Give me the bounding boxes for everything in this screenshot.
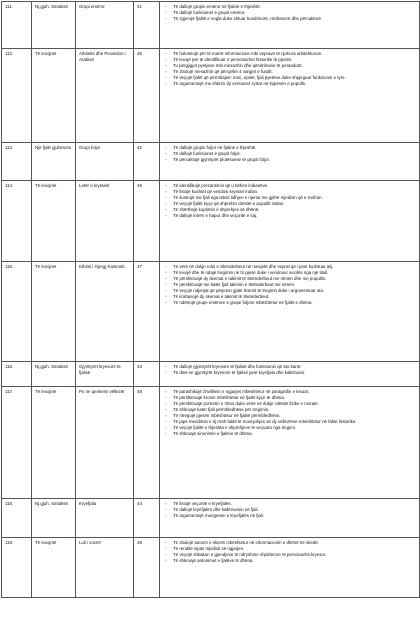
- objectives-list: [163, 183, 416, 219]
- lesson-topic: Kthimi i Gjergj Kastriotit: [76, 262, 134, 362]
- table-row: [2, 2, 420, 49]
- lesson-category: Një fjalë gjuhësore: [32, 143, 76, 181]
- objective-item: - Të shkruajë katër fjali përmbledhëse për tregimin.: [163, 407, 416, 413]
- lesson-category: Të lexojmë: [32, 262, 76, 362]
- objectives-list: [163, 264, 416, 306]
- lesson-number: 113.: [2, 143, 32, 181]
- lesson-category: Nj.gjuh. Sintaksë: [32, 2, 76, 49]
- objective-item: - Të dallojë funksionet e grupit emëror.: [163, 10, 416, 16]
- lesson-page: 45: [134, 49, 160, 143]
- objective-item: - Të përcaktojë gjymtyrët plotësuese të grupit foljor.: [163, 157, 416, 163]
- lesson-objectives: [160, 499, 420, 538]
- objective-item: - Tu përgjigjet pyetjeve mbi mesazhin dhe qëndrimeve të perandorit.: [163, 63, 416, 69]
- objectives-list: [163, 501, 416, 519]
- table-body: [2, 2, 420, 598]
- objective-item: - Të përshkruajë me katër fjali takimin e Skënderbeut me nënën.: [163, 282, 416, 288]
- objective-item: - Të renditë sipas mjedisit së ngjarjes.: [163, 546, 416, 552]
- table-row: [2, 499, 420, 538]
- objectives-list: [163, 364, 416, 376]
- objective-item: - Të veçojë fjalët kyçe që shprehin cilësitë e popullit indian.: [163, 201, 416, 207]
- objective-item: - Të listojë veçoritë e kryefjalës.: [163, 501, 416, 507]
- lesson-number: 116.: [2, 362, 32, 387]
- table-row: [2, 362, 420, 387]
- table-row: [2, 538, 420, 598]
- lesson-objectives: [160, 181, 420, 262]
- objective-item: - Të ritregojë pjesën mbështetur në fjalitë përmbledhëse.: [163, 413, 416, 419]
- objective-item: - Të lexojë dhe të ndajë tregimin në tri pjesë duke i vendosur secilës nga një titull.: [163, 270, 416, 276]
- curriculum-table: [1, 1, 420, 598]
- lesson-page: 46: [134, 181, 160, 262]
- objective-item: - Të veçojë ndjenjat që përjeton gjatë leximit të tregimit duke i argumentuar ato.: [163, 288, 416, 294]
- lesson-page: 47: [134, 262, 160, 362]
- lesson-topic: Grupi emëror: [76, 2, 134, 49]
- lesson-number: 118.: [2, 499, 32, 538]
- lesson-topic: Kryefjala: [76, 499, 134, 538]
- objective-item: - Të veçojë fjalët që përmbajnë: ironi, epitet, fjali pyetëse duke shpjeguar funksionin e tyre.: [163, 75, 416, 81]
- lesson-objectives: [160, 538, 420, 598]
- objective-item: - Të identifikojë prezantimin që u bëhen indianëve.: [163, 183, 416, 189]
- lesson-category: Të lexojmë: [32, 538, 76, 598]
- objective-item: - Të krahasojë dy skemat e takimit të Skënderbeut.: [163, 294, 416, 300]
- lesson-objectives: [160, 2, 420, 49]
- lesson-number: 119.: [2, 538, 32, 598]
- objective-item: - Të dallojë grupin emëror në fjalinë e thjeshtë.: [163, 4, 416, 10]
- objective-item: - Të ndërtojë grupe emërore e grupe foljore mbështetur në fjalët e dhëna.: [163, 300, 416, 306]
- lesson-category: Nj.gjuh. Sintaksë: [32, 499, 76, 538]
- objectives-list: [163, 540, 416, 564]
- lesson-category: Të lexojmë: [32, 387, 76, 499]
- table-row: [2, 49, 420, 143]
- lesson-topic: Arkitekti dhe Perandori i Arabisë: [76, 49, 134, 143]
- objective-item: - Të përshkruajë portretin e Vitos duke vënë në dukje cilësitë fizike e morale.: [163, 401, 416, 407]
- objectives-list: [163, 51, 416, 87]
- objective-item: - Të veçojë fjalitë e thjeshta e shprehjeve të veçuara nga tregimi.: [163, 425, 416, 431]
- lesson-objectives: [160, 362, 420, 387]
- objective-item: - Të dinë se gjymtyrët kryesore të fjalisë janë kryefjala dhe kallëzuesi.: [163, 370, 416, 376]
- objectives-list: [163, 389, 416, 437]
- lesson-number: 111.: [2, 2, 32, 49]
- lesson-topic: Po ne qenkemi vëllezër: [76, 387, 134, 499]
- lesson-topic: Gjymtyrët kryesore të fjalisë: [76, 362, 134, 387]
- lesson-topic: Letër e kryetarit: [76, 181, 134, 262]
- lesson-number: 117.: [2, 387, 32, 499]
- objective-item: - Të dallojë funksionet e grupit foljor.: [163, 151, 416, 157]
- lesson-objectives: [160, 387, 420, 499]
- objective-item: - Të shkruajë sinonimin e fjalëve të dhëna.: [163, 431, 416, 437]
- objective-item: - Të ilustrojë me fjali nga teksti lidhjen e njeriut me gjithë mjedisin që e rrethon.: [163, 195, 416, 201]
- lesson-category: Nj.gjuh. Sintaksë: [32, 362, 76, 387]
- lesson-number: 112.: [2, 49, 32, 143]
- objective-item: - Të hulumtojë për të marrë informacione mbi veprave të njohura arkitekturore.: [163, 51, 416, 57]
- lesson-page: 49: [134, 538, 160, 598]
- table-row: [2, 143, 420, 181]
- objective-item: - Të zbulojë mesazhin që përcjellin 4 vargjet e fundit.: [163, 69, 416, 75]
- objective-item: - Të përshkruajë dy skemat e takimit të Skënderbeut me nënën dhe me popullin.: [163, 276, 416, 282]
- objective-item: - Të dallojë kryefjalën dhe kallëzuesin në fjali.: [163, 507, 416, 513]
- table-row: [2, 262, 420, 362]
- objective-item: - Të përshkruajë kronin mbështetur në fjalët kyçe të dhëna.: [163, 395, 416, 401]
- lesson-category: Të lexojmë: [32, 181, 76, 262]
- lesson-page: 42: [134, 143, 160, 181]
- lesson-objectives: [160, 262, 420, 362]
- objective-item: - Të lexojë për të identifikuar 2 personazhet historike të pjesës.: [163, 57, 416, 63]
- table-row: [2, 387, 420, 499]
- lesson-objectives: [160, 49, 420, 143]
- objective-item: - Të argumentojë me shkrim dy versionet zyrtar në kujtesën e popullit.: [163, 81, 416, 87]
- lesson-topic: Grupi foljor: [76, 143, 134, 181]
- lesson-number: 114.: [2, 181, 32, 262]
- objectives-list: [163, 145, 416, 163]
- lesson-page: 43: [134, 362, 160, 387]
- lesson-category: Të lexojmë: [32, 49, 76, 143]
- objectives-list: [163, 4, 416, 22]
- lesson-number: 115.: [2, 262, 32, 362]
- objective-item: - Të zgjerojë fjalitë e vogla duke shtuar kundrinorë, rrethanorë dhe përcaktorë.: [163, 16, 416, 22]
- objective-item: - Të japë mendimin e tij rreth faktit të mosnjohjes së dy vëllezërve mbështetur në fakte historike.: [163, 419, 416, 425]
- lesson-page: 41: [134, 2, 160, 49]
- objective-item: - Të listojë kushtet që vendosi kryetari indian.: [163, 189, 416, 195]
- objective-item: - Të dallojë letrën e hapur dhe veçoritë e saj.: [163, 213, 416, 219]
- objective-item: - Të dallojë grupin foljor në fjalinë e thjeshtë.: [163, 145, 416, 151]
- objective-item: - Të vërë në dukje rolin e Skënderbeut në mesjetë dhe veprat që i janë kushtuar atij.: [163, 264, 416, 270]
- lesson-topic: Luli i vocërr: [76, 538, 134, 598]
- objective-item: - Të shkruajë antonimet e fjalëve të dhëna.: [163, 558, 416, 564]
- objective-item: - Të veçojë shkakun e gjendjeve të ndryshme shpirtërore të personazhit kryesor.: [163, 552, 416, 558]
- objective-item: - Të zbërthejë kuptimin e shprehjes së dhënë.: [163, 207, 416, 213]
- lesson-page: 48: [134, 387, 160, 499]
- lesson-page: 44: [134, 499, 160, 538]
- table-row: [2, 181, 420, 262]
- objective-item: - Të zbulojë autorin e skicës mbështetur në informacionin e dhënë në skedë.: [163, 540, 416, 546]
- objective-item: - Të argumentojë mungesën e kryefjalës në fjali.: [163, 513, 416, 519]
- objective-item: - Të parashikojë zhvillimin e ngjarjes mbështetur në paragrafin e lexuar.: [163, 389, 416, 395]
- objective-item: - Të dallojë gjymtyrët kryesore të fjalisë dhe funksionin që ato kanë.: [163, 364, 416, 370]
- lesson-objectives: [160, 143, 420, 181]
